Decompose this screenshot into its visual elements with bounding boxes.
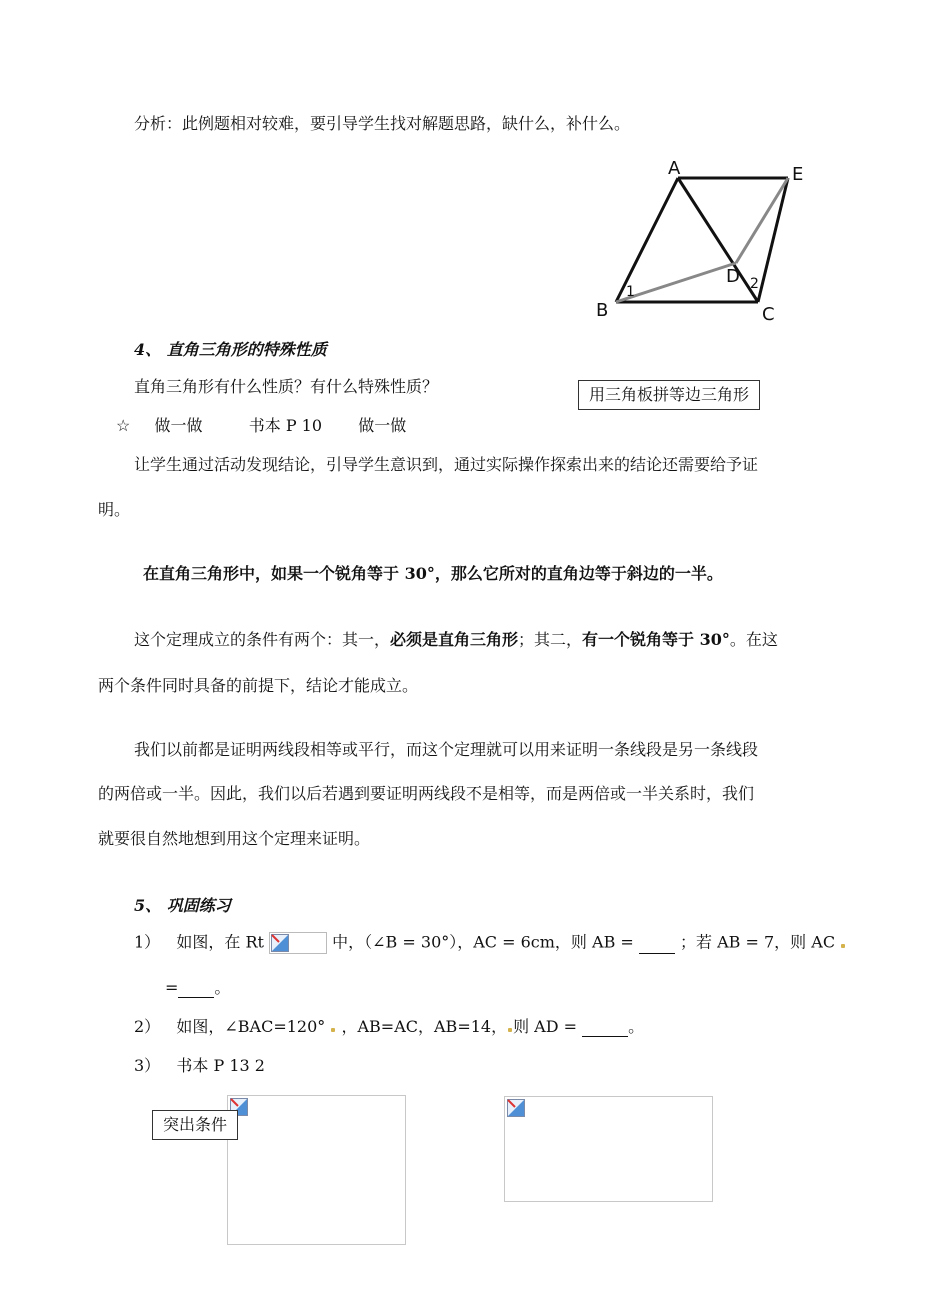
ex3-text: 书本 P 13 2 (176, 1056, 265, 1075)
analysis-text: 分析：此例题相对较难，要引导学生找对解题思路，缺什么，补什么。 (134, 114, 631, 133)
answer-blank-ac[interactable] (178, 981, 214, 998)
ex1-text-c: ；若 AB = 7，则 AC (680, 932, 836, 952)
exercise-1-cont (165, 978, 230, 998)
doit-label-2: 做一做 (358, 416, 407, 435)
para1-line1: 让学生通过活动发现结论，引导学生意识到，通过实际操作探索出来的结论还需要给予证 (134, 455, 759, 474)
ex2-text-d: 。 (628, 1017, 645, 1036)
cond-text-a: 这个定理成立的条件有两个：其一， (134, 630, 391, 649)
exercise-2 (134, 1017, 644, 1037)
conditions-line2: 两个条件同时具备的前提下，结论才能成立。 (98, 676, 419, 695)
ex2-text-c: 则 AD = (513, 1017, 578, 1036)
cond-text-e: 。在这 (729, 630, 778, 649)
marker (331, 1028, 335, 1032)
inline-image-placeholder (269, 932, 327, 954)
conditions-line1 (134, 630, 778, 650)
cond-text-d: 有一个锐角等于 30° (582, 630, 730, 649)
answer-blank-ad[interactable] (582, 1020, 628, 1037)
doit-row (116, 416, 406, 436)
broken-image-icon (271, 934, 289, 952)
cond-text-b: 必须是直角三角形 (390, 630, 519, 649)
ex2-number: 2） (134, 1017, 161, 1036)
figure-placeholder-left (227, 1095, 406, 1245)
marker (841, 944, 845, 948)
figure-placeholder-right (504, 1096, 713, 1202)
segment-EC (758, 178, 788, 302)
section4-question: 直角三角形有什么性质？有什么特殊性质？ (134, 377, 439, 396)
label-D: D (726, 266, 740, 287)
ex1-text-a: 如图，在 Rt (176, 932, 264, 952)
geometry-figure (590, 150, 820, 330)
ex1-number: 1） (134, 932, 161, 952)
label-E: E (792, 164, 804, 185)
segment-AC (678, 178, 758, 302)
exercise-1 (134, 932, 846, 954)
segment-DE (736, 178, 788, 263)
ex3-number: 3） (134, 1056, 161, 1075)
ex1-text-b: 中，（∠B = 30°），AC = 6cm，则 AB = (332, 932, 634, 952)
para3-line1: 我们以前都是证明两线段相等或平行，而这个定理就可以用来证明一条线段是另一条线段 (134, 740, 759, 759)
broken-image-icon (507, 1099, 525, 1117)
ex1-text-d: = (165, 978, 179, 997)
label-C: C (762, 304, 775, 325)
theorem-statement: 在直角三角形中，如果一个锐角等于 30°，那么它所对的直角边等于斜边的一半。 (143, 564, 723, 583)
book-ref: 书本 P 10 (248, 416, 323, 435)
doit-label-1: 做一做 (154, 416, 203, 435)
label-B: B (596, 300, 609, 321)
section4-heading: 4、 直角三角形的特殊性质 (134, 340, 327, 359)
para3-line3: 就要很自然地想到用这个定理来证明。 (98, 829, 371, 848)
label-A: A (668, 158, 681, 179)
callout-triangle-ruler: 用三角板拼等边三角形 (578, 380, 760, 410)
answer-blank-ab[interactable] (639, 937, 675, 954)
ex2-text-a: 如图，∠BAC=120° (176, 1017, 326, 1036)
label-2: 2 (750, 276, 759, 292)
star-icon: ☆ (116, 416, 131, 435)
label-1: 1 (626, 284, 635, 300)
ex1-text-e: 。 (214, 978, 231, 997)
marker (508, 1028, 512, 1032)
para3-line2: 的两倍或一半。因此，我们以后若遇到要证明两线段不是相等，而是两倍或一半关系时，我们 (98, 784, 755, 803)
section5-heading: 5、 巩固练习 (134, 896, 231, 915)
para1-line2: 明。 (98, 500, 131, 519)
ex2-text-b: ，AB=AC，AB=14， (341, 1017, 508, 1036)
exercise-3 (134, 1056, 265, 1076)
callout-highlight-conditions: 突出条件 (152, 1110, 238, 1140)
cond-text-c: ；其二， (518, 630, 583, 649)
